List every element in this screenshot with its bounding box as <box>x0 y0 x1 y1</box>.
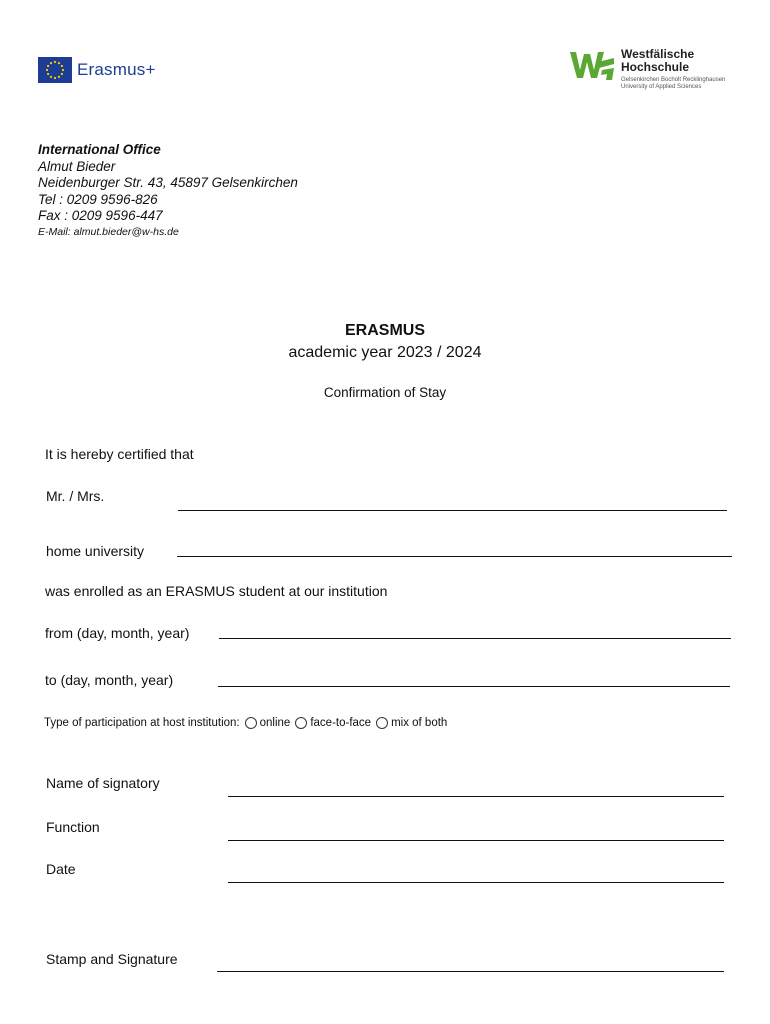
certified-text: It is hereby certified that <box>45 446 194 462</box>
home-university-field-line[interactable] <box>177 556 732 557</box>
document-type: Confirmation of Stay <box>323 385 447 400</box>
option-mix-of-both-label: mix of both <box>391 717 448 729</box>
enrolled-text: was enrolled as an ERASMUS student at our institution <box>45 583 388 599</box>
name-field-line[interactable] <box>178 510 727 511</box>
home-university-label: home university <box>46 543 145 559</box>
contact-email: E-Mail: almut.bieder@w-hs.de <box>38 225 179 238</box>
radio-mix-of-both[interactable] <box>376 717 388 729</box>
contact-address: Neidenburger Str. 43, 45897 Gelsenkirchen <box>38 175 298 190</box>
option-online-label: online <box>259 717 291 729</box>
stamp-signature-field-line[interactable] <box>217 971 724 972</box>
to-date-label: to (day, month, year) <box>45 672 174 688</box>
university-name <box>621 48 694 74</box>
participation-label: Type of participation at host institution: <box>44 717 240 729</box>
contact-tel: Tel : 0209 9596-826 <box>38 191 158 207</box>
option-face-to-face-label: face-to-face <box>310 717 372 729</box>
university-subtitle-line2: University of Applied Sciences <box>621 84 702 90</box>
university-logo <box>568 46 738 98</box>
wh-logo-icon <box>568 48 616 84</box>
university-subtitle <box>621 77 725 91</box>
function-field-line[interactable] <box>228 840 724 841</box>
erasmus-logo <box>38 56 156 84</box>
participation-row <box>44 717 447 729</box>
radio-face-to-face[interactable] <box>295 717 307 729</box>
document-title: ERASMUS <box>344 322 425 339</box>
date-field-line[interactable] <box>228 882 724 883</box>
academic-year: academic year 2023 / 2024 <box>288 344 482 361</box>
radio-online[interactable] <box>245 717 257 729</box>
contact-fax: Fax : 0209 9596-447 <box>38 208 163 223</box>
function-label: Function <box>46 819 100 835</box>
signatory-label: Name of signatory <box>46 775 160 791</box>
eu-flag-icon <box>38 57 72 83</box>
university-name-line2: Hochschule <box>621 60 690 74</box>
to-date-field-line[interactable] <box>218 686 730 687</box>
university-subtitle-line1: Gelsenkirchen Bocholt Recklinghausen <box>621 77 726 83</box>
erasmus-logo-text: Erasmus+ <box>77 60 156 79</box>
contact-person: Almut Bieder <box>38 158 116 174</box>
stamp-signature-label: Stamp and Signature <box>46 951 178 967</box>
university-name-line1: Westfälische <box>621 47 695 61</box>
signatory-field-line[interactable] <box>228 796 724 797</box>
from-date-label: from (day, month, year) <box>45 625 190 641</box>
office-name: International Office <box>38 142 161 157</box>
contact-block <box>38 142 298 240</box>
from-date-field-line[interactable] <box>219 638 731 639</box>
date-label: Date <box>46 861 76 877</box>
name-label: Mr. / Mrs. <box>46 488 105 504</box>
